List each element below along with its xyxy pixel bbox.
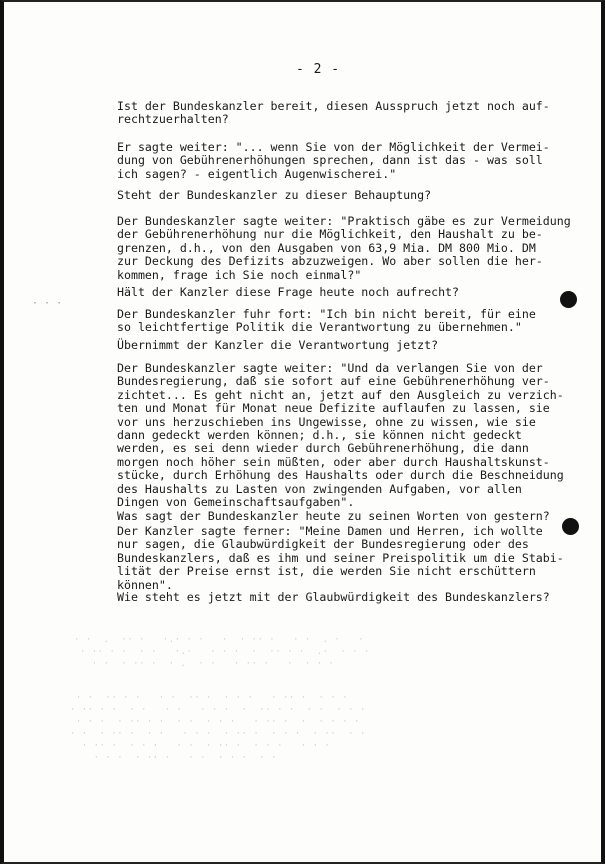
paragraph-11: Wie steht es jetzt mit der Glaubwürdigkeit des Bundeskanzlers? (117, 590, 550, 604)
paragraph-8: Der Bundeskanzler sagte weiter: "Und da verlangen Sie von der Bundesregierung, daß sie sofort auf eine Gebührenerhöhung ver- zichtet... Es geht nicht an, jetzt auf den Ausgleich zu verzich- ten und Monat für Monat neue Defizite auflaufen zu lassen, sie vor uns herzuschieben ins Ungewisse, ohne zu wissen, wie sie dann gedeckt werden können; d.h., sie können nicht gedeckt werden, es sei denn wieder durch Gebührenerhöhung, die dann morgen noch höher sein müßten, oder aber durch Haushaltskunst- stücke, durch Erhöhung des Haushalts oder durch die Beschneidung des Haushalts zu Lasten von zwingenden Aufgaben, vor allen Dingen von Gemeinschaftsaufgaben". (117, 361, 564, 510)
paragraph-3: Steht der Bundeskanzler zu dieser Behauptung? (117, 188, 432, 202)
paragraph-4: Der Bundeskanzler sagte weiter: "Praktisch gäbe es zur Vermeidung der Gebührenerhöhung nur die Möglichkeit, den Haushalt zu be- grenzen, d.h., von den Ausgaben von 63,9 Mia. DM 800 Mio. DM zur Deckung des Defizits abzuzweigen. Wo aber sollen die her- kommen, frage ich Sie noch einmal?" (117, 214, 571, 282)
punch-hole-bottom (562, 518, 579, 535)
paragraph-10: Der Kanzler sagte ferner: "Meine Damen und Herren, ich wollte nur sagen, die Glaubwürdigkeit der Bundesregierung oder des Bundeskanzlers, daß es ihm und seiner Preispolitik um die Stabi- lität der Preise ernst ist, die werden Sie nicht erschüttern können". (117, 524, 564, 592)
paragraph-9: Was sagt der Bundeskanzler heute zu seinen Worten von gestern? (117, 509, 550, 523)
paragraph-5: Hält der Kanzler diese Frage heute noch aufrecht? (117, 285, 460, 299)
margin-smudge: · · · (32, 298, 63, 309)
paragraph-6: Der Bundeskanzler fuhr fort: "Ich bin nicht bereit, für eine so leichtfertige Politik die Verantwortung zu übernehmen." (117, 307, 536, 335)
paragraph-1: Ist der Bundeskanzler bereit, diesen Ausspruch jetzt noch auf- rechtzuerhalten? (117, 99, 550, 127)
bleed-through-upper: · · . ·· · ·.· · · · · ·· · · · . · · · ·· · · · · ·.· · · · · ·· · · .· · · · · · · ·· · · . · · · ·· · · · · · (74, 635, 370, 669)
paragraph-7: Übernimmt der Kanzler die Verantwortung jetzt? (117, 338, 439, 352)
punch-hole-top (560, 291, 577, 308)
page-number: - 2 - (296, 62, 341, 77)
bleed-through-lower: · · ·· · · · · ·· · · · · · ·· · · · · · ·· · · · · · · · · · · ·· · · · · · · · · · · · ·· · · · · · · · · ·· · · · · · · · · · ·· · · · · · · · ·· · · · · · ·· · · · ·· · · · · · · · ·· · · · · · · · · · · · ·· · · · · · · · · (69, 693, 366, 763)
paragraph-2: Er sagte weiter: "... wenn Sie von der Möglichkeit der Vermei- dung von Gebührenerhöhungen sprechen, dann ist das - was soll ich sagen? - eigentlich Augenwischerei." (117, 140, 550, 181)
